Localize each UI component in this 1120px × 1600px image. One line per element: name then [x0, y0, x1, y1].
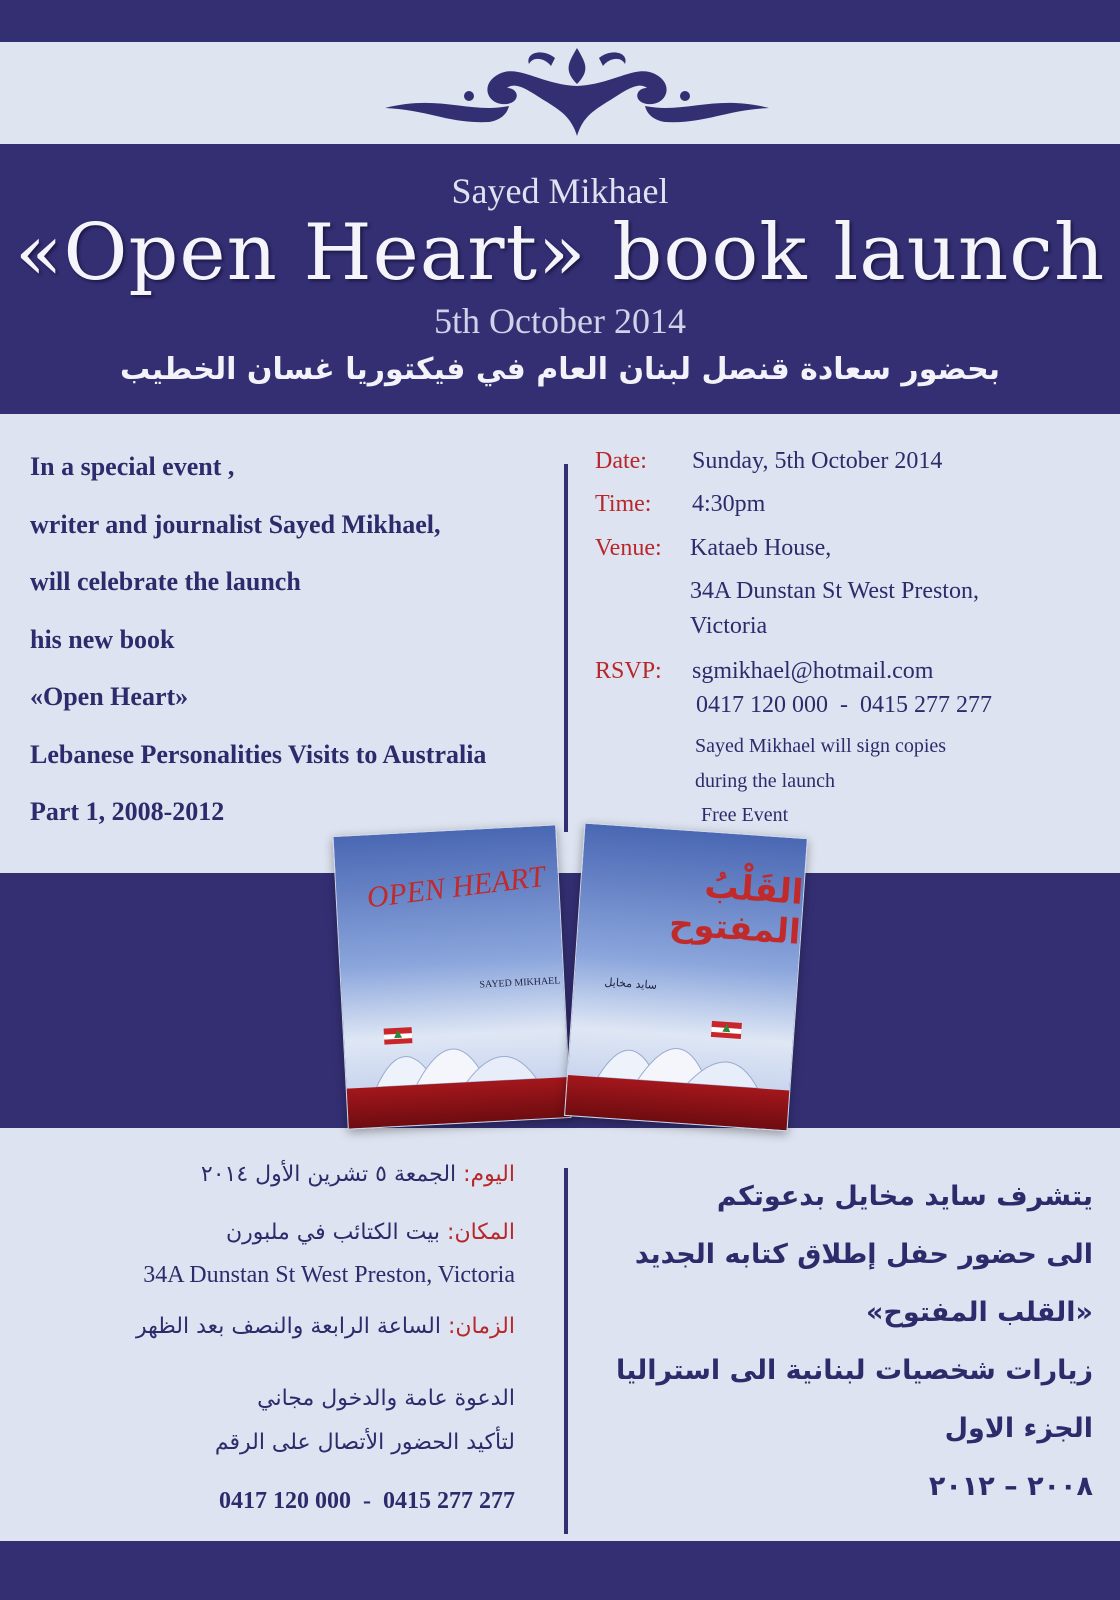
page-title: «Open Heart» book launch: [14, 208, 1106, 298]
place-row: [30, 1220, 515, 1262]
invite-line: زيارات شخصيات لبنانية الى استراليا: [616, 1355, 1093, 1386]
intro-line: Lebanese Personalities Visits to Australia: [30, 739, 487, 769]
date-label: Date:: [595, 448, 647, 474]
signing-line-2: during the launch: [695, 770, 835, 792]
arabic-details: [30, 1162, 515, 1515]
time-value: 4:30pm: [692, 491, 766, 517]
rsvp-phones: 0417 120 000 - 0415 277 277: [696, 692, 992, 718]
opera-house-icon: [363, 1000, 547, 1089]
day-value: الجمعة ٥ تشرين الأول ٢٠١٤: [200, 1162, 457, 1187]
book-title-english: OPEN HEART: [364, 859, 547, 915]
arabic-subtitle: بحضور سعادة قنصل لبنان العام في فيكتوريا غسان الخطيب: [120, 352, 1000, 387]
invite-line: الجزء الاول: [944, 1413, 1093, 1444]
author-name: Sayed Mikhael: [451, 171, 669, 211]
invite-line: «القلب المفتوح»: [865, 1297, 1093, 1328]
book-title-arabic: القَلْبُ المفتوح: [667, 866, 805, 953]
signing-line-1: Sayed Mikhael will sign copies: [695, 735, 947, 757]
venue-label: Venue:: [595, 535, 662, 561]
divider-top: [564, 464, 568, 832]
date-value: Sunday, 5th October 2014: [692, 448, 943, 474]
intro-line: writer and journalist Sayed Mikhael,: [30, 509, 441, 539]
place-value: بيت الكتائب في ملبورن: [225, 1220, 441, 1245]
intro-line: Part 1, 2008-2012: [30, 797, 225, 826]
intro-text: [30, 438, 550, 841]
venue-line-3: Victoria: [690, 613, 768, 639]
free-event: Free Event: [701, 804, 789, 826]
ornament-icon: [385, 44, 770, 140]
address-line: 34A Dunstan St West Preston, Victoria: [143, 1262, 515, 1288]
free-entry-line: الدعوة عامة والدخول مجاني: [257, 1386, 515, 1411]
venue-line-2: 34A Dunstan St West Preston,: [690, 578, 979, 604]
day-row: [30, 1162, 515, 1220]
invite-line: يتشرف سايد مخايل بدعوتكم: [716, 1181, 1093, 1212]
time-row: [30, 1314, 515, 1386]
intro-line: In a special event ,: [30, 452, 235, 481]
book-author-english: SAYED MIKHAEL: [479, 975, 561, 991]
invite-line: الى حضور حفل إطلاق كتابه الجديد: [634, 1239, 1093, 1270]
rsvp-email[interactable]: sgmikhael@hotmail.com: [692, 658, 934, 684]
bottom-band: [0, 1541, 1120, 1600]
invite-line: ٢٠٠٨ – ٢٠١٢: [928, 1471, 1093, 1502]
time-label: Time:: [595, 491, 652, 517]
top-band: [0, 0, 1120, 42]
book-cover-english: [332, 824, 571, 1129]
divider-bottom: [564, 1168, 568, 1534]
confirm-line: لتأكيد الحضور الأتصال على الرقم: [214, 1430, 515, 1455]
book-author-arabic: سايد مخايل: [604, 975, 658, 992]
day-label: اليوم:: [463, 1162, 515, 1187]
arabic-time-label: الزمان:: [447, 1314, 515, 1339]
venue-line-1: Kataeb House,: [690, 535, 832, 561]
arabic-time-value: الساعة الرابعة والنصف بعد الظهر: [135, 1314, 441, 1339]
opera-house-icon: [588, 999, 773, 1091]
intro-line: «Open Heart»: [30, 682, 189, 711]
book-cover-arabic: [564, 823, 808, 1132]
intro-line: will celebrate the launch: [30, 567, 301, 596]
arabic-invitation: [585, 1168, 1093, 1516]
place-label: المكان:: [447, 1220, 515, 1245]
rsvp-label: RSVP:: [595, 658, 662, 684]
arabic-phones: 0417 120 000 - 0415 277 277: [219, 1488, 515, 1514]
intro-line: his new book: [30, 624, 175, 654]
event-date: 5th October 2014: [434, 301, 686, 341]
